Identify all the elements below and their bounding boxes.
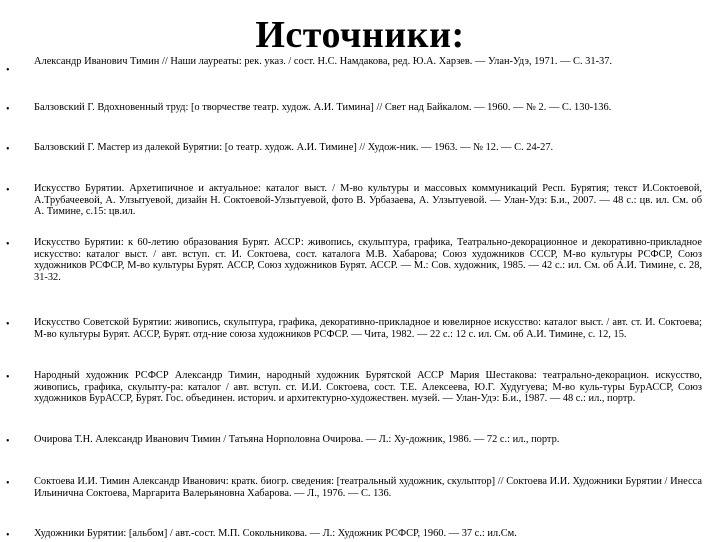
source-text: Очирова Т.Н. Александр Иванович Тимин / Татьяна Норполовна Очирова. — Л.: Ху-дожник, 1986. — 72 с.: ил., портр.	[34, 434, 560, 445]
bullet: •	[6, 319, 10, 330]
source-text: Искусство Бурятии: к 60-летию образования Бурят. АССР: живопись, скульптура, графика, Театрально-декорационное и декоративно-прикладное искусство: каталог выст. / авт. вступ. ст. И. Соктоева, сост. каталога М.В. Хабарова; Союз художников СССР, М-во культуры РСФСР, Союз художников РСФСР, М-во культуры Бурят. АССР, Союз художников Бурят. АССР. — М.: Сов. художник, 1985. — 42 с.: ил. См. об А.И. Тимине, с. 28, 31-32.	[34, 237, 702, 283]
bullet: •	[6, 436, 10, 447]
source-text: Соктоева И.И. Тимин Александр Иванович: кратк. биогр. сведения: [театральный художник, скульптор] // Соктоева И.И. Художники Бурятии / Инесса Ильинична Соктоева, Маргарита Валерьяновна Хабарова. — Л., 1976. — С. 136.	[34, 476, 702, 499]
bullet: •	[6, 185, 10, 196]
bullet: •	[6, 104, 10, 115]
source-text: Александр Иванович Тимин // Наши лауреаты: рек. указ. / сост. Н.С. Намдакова, ред. Ю.А. Харзев. — Улан-Удэ, 1971. — С. 31-37.	[34, 56, 613, 67]
bullet: •	[6, 372, 10, 383]
bullet: •	[6, 530, 10, 541]
source-text: Искусство Бурятии. Архетипичное и актуальное: каталог выст. / М-во культуры и массовых коммуникаций Респ. Бурятия; текст И.Соктоевой, А.Трубачеевой, А. Улзытуевой, дизайн Н. Соктоевой-Улзытуевой, фото В. Урбазаева, А. Улзытуевой. — Улан-Удэ: Б.и., 2007. — 48 с.: цв. ил. См. об А. Тимине, с.15: цв.ил.	[34, 183, 702, 218]
source-text: Балзовский Г. Мастер из далекой Бурятии: [о театр. худож. А.И. Тимине] // Худож-ник. — 1963. — № 12. — С. 24-27.	[34, 142, 554, 153]
bullet: •	[6, 144, 10, 155]
bullet: •	[6, 239, 10, 250]
bullet: •	[6, 478, 10, 489]
source-text: Балзовский Г. Вдохновенный труд: [о творчестве театр. худож. А.И. Тимина] // Свет над Байкалом. — 1960. — № 2. — С. 130-136.	[34, 102, 612, 113]
source-text: Народный художник РСФСР Александр Тимин, народный художник Бурятской АССР Мария Шестакова: театрально-декорацион. искусство, живопись, графика, скульпту-ра: каталог / авт. вступ. ст. И.И. Соктоева, сост. Т.Е. Алексеева, Ю.Г. Худугуева; М-во куль-туры БурАССР, Союз художников БурАССР, Бурят. Гос. объединен. историч. и архитектурно-художествен. музей. — Улан-Удэ: Б.и., 1987. — 48 с.: ил., портр.	[34, 370, 702, 405]
source-text: Искусство Советской Бурятии: живопись, скульптура, графика, декоративно-прикладное и ювелирное искусство: каталог выст. / авт. ст. И. Соктоева; М-во культуры Бурят. АССР, Бурят. отд-ние союза художников РСФСР. — Чита, 1982. — 22 с.: 12 с. ил. См. об А.И. Тимине, с. 12, 15.	[34, 317, 702, 340]
page-title: Источники:	[255, 14, 465, 56]
bullet: •	[6, 65, 10, 76]
source-text: Художники Бурятии: [альбом] / авт.-сост. М.П. Сокольникова. — Л.: Художник РСФСР, 1960. — 37 с.: ил.См.	[34, 528, 517, 539]
